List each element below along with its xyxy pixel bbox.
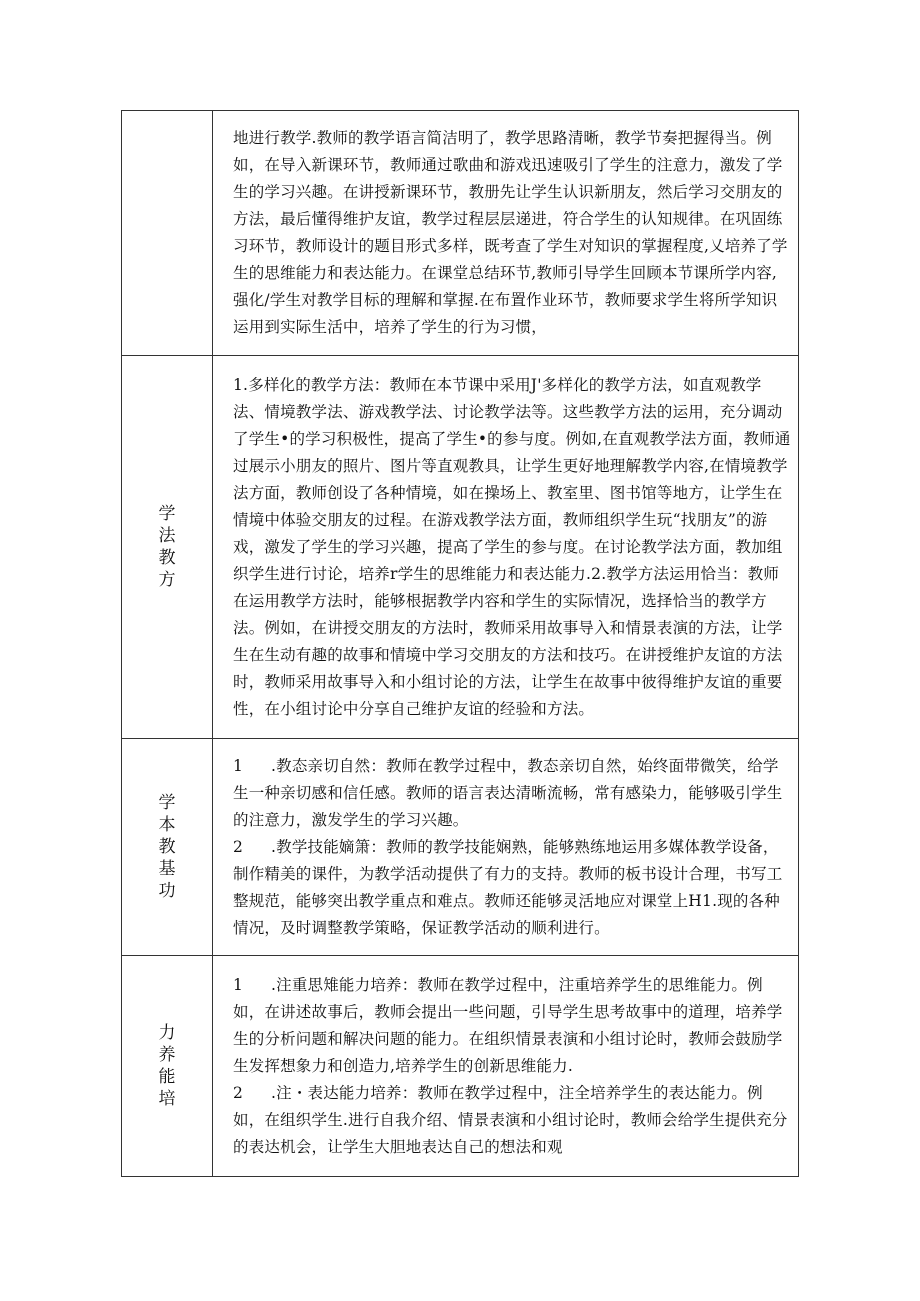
list-item (233, 1080, 792, 1161)
item-number: 2 (233, 1083, 244, 1102)
item-text: .注・表达能力培养：教师在教学过程中，注全培养学生的表达能力。例如，在组织学生.进行自我介绍、情景表演和小组讨论时，教师会给学生提供充分的表达机会，让学生大胆地表达自己的想法和观 (233, 1083, 788, 1156)
list-item (233, 834, 792, 942)
row-label-basic-skills (122, 739, 213, 956)
list-item (233, 972, 792, 1080)
table-row (122, 956, 799, 1177)
row-content (213, 111, 799, 356)
item-text: .教态亲切自然：教师在教学过程中，教态亲切自然，始终面带微笑，给学生一种亲切感和信任感。教师的语言表达清晰流畅，常有感染力，能够吸引学生的注意力，激发学生的学习兴趣。 (233, 756, 783, 829)
item-number: 2 (233, 837, 244, 856)
label-char: 学 (158, 793, 176, 813)
item-number: 1 (233, 756, 244, 775)
table-row (122, 111, 799, 356)
table-row (122, 739, 799, 956)
label-char: 本 (158, 815, 176, 835)
row-label-ability-training (122, 956, 213, 1177)
row-content (213, 956, 799, 1177)
label-char: 学 (158, 504, 176, 524)
label-char: 功 (158, 881, 176, 901)
label-char: 方 (158, 570, 176, 590)
row-content (213, 356, 799, 739)
item-number: 1 (233, 975, 244, 994)
label-char: 养 (158, 1045, 176, 1065)
label-char: 能 (158, 1067, 176, 1087)
list-item (233, 753, 792, 834)
item-text: .教学技能嫡箫：教师的教学技能娴熟，能够熟练地运用多媒体教学设备，制作精美的课件，为教学活动提供了有力的支持。教师的板书设计合理，书写工整规范，能够突出教学重点和难点。教师还能够灵活地应对课堂上H1.现的各种情况，及时调整教学策略，保证教学活动的顺利进行。 (233, 837, 783, 937)
label-char: 教 (158, 548, 176, 568)
label-char: 教 (158, 837, 176, 857)
paragraph: 地进行教学.教师的教学语言简洁明了，教学思路清晰，教学节奏把握得当。例如，在导入新课环节，教师通过歌曲和游戏迅速吸引了学生的注意力，激发了学生的学习兴趣。在讲授新课环节，教册先让学生认识新朋友，然后学习交朋友的方法，最后懂得维护友谊，教学过程层层递进，符合学生的认知规律。在巩固练习环节，教师设计的题目形式多样，既考查了学生对知识的掌握程度,乂培养了学生的思维能力和表达能力。在课堂总结环节,教师引导学生回顾本节课所学内容,强化/学生对教学目标的理解和掌握.在布置作业环节，教师要求学生将所学知识运用到实际生活中，培养了学生的行为习惯， (233, 129, 788, 336)
evaluation-table (121, 110, 799, 1177)
table-row (122, 356, 799, 739)
label-char: 基 (158, 859, 176, 879)
row-label-empty (122, 111, 213, 356)
row-label-methods (122, 356, 213, 739)
label-char: 培 (158, 1089, 176, 1109)
item-text: .注重思雉能力培养：教师在教学过程中，注重培养学生的思维能力。例如，在讲述故事后，教师会提出一些问题，引导学生思考故事中的道理，培养学生的分析问题和解决问题的能力。在组织情景表演和小组讨论时，教师会鼓励学生发挥想象力和创造力,培养学生的创新思维能力. (233, 975, 783, 1075)
row-content (213, 739, 799, 956)
paragraph: 1.多样化的教学方法：教师在本节课中采用J'多样化的教学方法，如直观教学法、情境教学法、游戏教学法、讨论教学法等。这些教学方法的运用，充分调动了学生•的学习积极性，提高了学生•的参与度。例如,在直观教学法方面，教师通过展示小朋友的照片、图片等直观教具，让学生更好地理解教学内容,在情境教学法方面，教师创设了各种情境，如在操场上、教室里、图书馆等地方，让学生在情境中体验交朋友的过程。在游戏教学法方面，教师组织学生玩“找朋友”的游戏，激发了学生的学习兴趣，提高了学生的参与度。在讨论教学法方面，教加组织学生进行讨论，培养r学生的思维能力和表达能力.2.教学方法运用恰当：教师在运用教学方法时，能够根据教学内容和学生的实际情况，选择恰当的教学方法。例如，在讲授交朋友的方法时，教师采用故事导入和情景表演的方法，让学生在生动有趣的故事和情境中学习交朋友的方法和技巧。在讲授维护友谊的方法时，教师采用故事导入和小组讨论的方法，让学生在故事中彼得维护友谊的重要性，在小组讨论中分享自己维护友谊的经验和方法。 (233, 375, 791, 718)
label-char: 法 (158, 526, 176, 546)
label-char: 力 (158, 1023, 176, 1043)
